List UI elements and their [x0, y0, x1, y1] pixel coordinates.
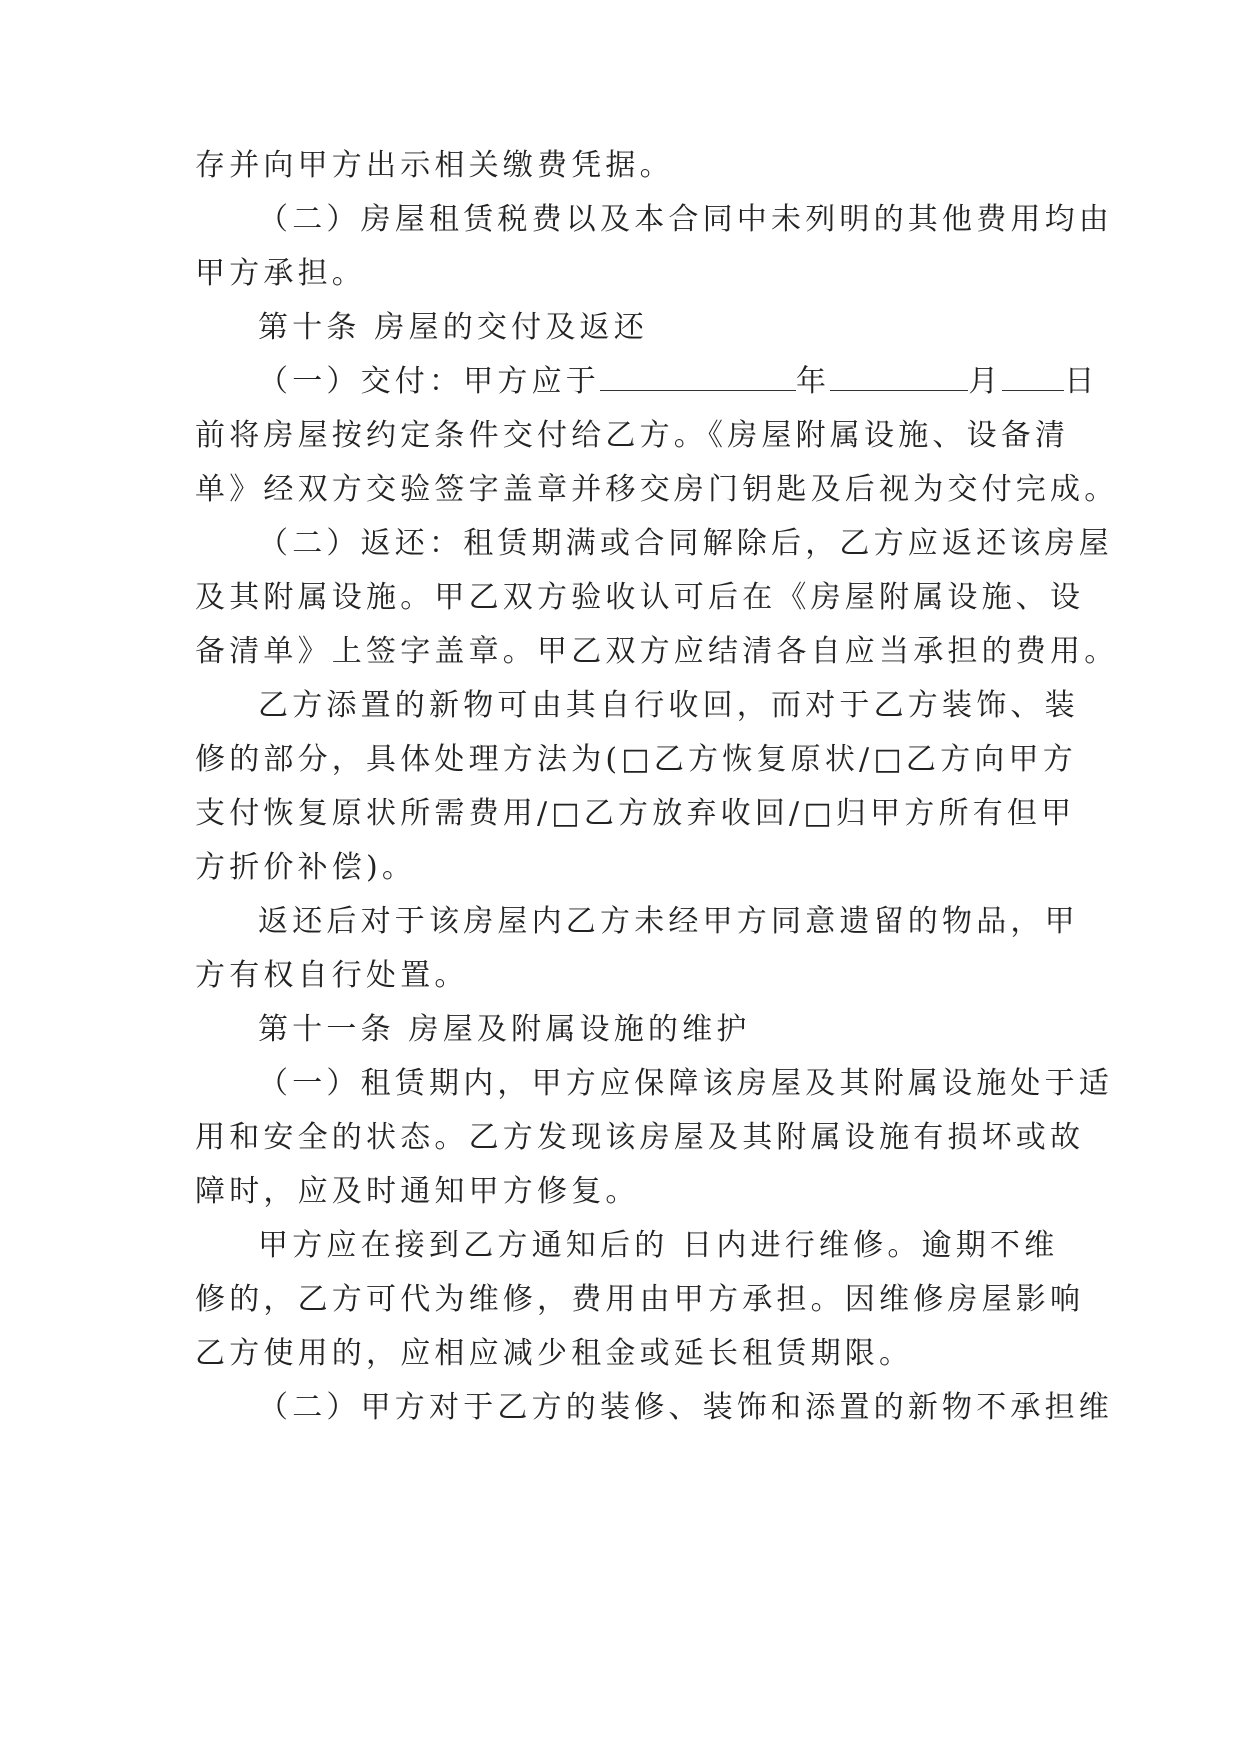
text-line: 乙方使用的，应相应减少租金或延长租赁期限。	[195, 1336, 914, 1371]
text-line: 单》经双方交验签字盖章并移交房门钥匙及后视为交付完成。	[195, 472, 1119, 507]
paragraph-new-items: 乙方添置的新物可由其自行收回，而对于乙方装饰、装	[258, 688, 1079, 723]
day-blank	[1002, 364, 1064, 391]
text-line: 用和安全的状态。乙方发现该房屋及其附属设施有损坏或故	[195, 1120, 1085, 1155]
delivery-date-line	[258, 362, 1099, 402]
year-label: 年	[796, 364, 831, 399]
year-blank	[600, 364, 796, 391]
clause-maintenance-1: （一）租赁期内，甲方应保障该房屋及其附属设施处于适	[258, 1066, 1113, 1101]
text-line: 修的，乙方可代为维修，费用由甲方承担。因维修房屋影响	[195, 1282, 1085, 1317]
day-label: 日	[1064, 364, 1099, 399]
paragraph-repair-days: 甲方应在接到乙方通知后的 日内进行维修。逾期不维	[258, 1228, 1059, 1263]
text-line: 备清单》上签字盖章。甲乙双方应结清各自应当承担的费用。	[195, 634, 1119, 669]
clause-return: （二）返还：租赁期满或合同解除后，乙方应返还该房屋	[258, 526, 1113, 561]
text-line: 方折价补偿)。	[195, 850, 417, 885]
month-blank	[830, 364, 968, 391]
text-line: 障时，应及时通知甲方修复。	[195, 1174, 640, 1209]
article-11-heading: 第十一条 房屋及附属设施的维护	[258, 1012, 751, 1047]
clause-maintenance-2: （二）甲方对于乙方的装修、装饰和添置的新物不承担维	[258, 1390, 1113, 1425]
delivery-prefix: （一）交付：甲方应于	[258, 364, 600, 399]
text-line: 甲方承担。	[195, 256, 366, 291]
clause-2-fees: （二）房屋租赁税费以及本合同中未列明的其他费用均由	[258, 202, 1113, 237]
paragraph-left-items: 返还后对于该房屋内乙方未经甲方同意遗留的物品，甲	[258, 904, 1079, 939]
article-10-heading: 第十条 房屋的交付及返还	[258, 310, 648, 345]
text-line: 修的部分，具体处理方法为(□乙方恢复原状/□乙方向甲方	[195, 742, 1077, 777]
text-line: 前将房屋按约定条件交付给乙方。《房屋附属设施、设备清	[195, 418, 1070, 453]
text-line: 存并向甲方出示相关缴费凭据。	[195, 148, 674, 183]
text-line: 方有权自行处置。	[195, 958, 469, 993]
text-line: 及其附属设施。甲乙双方验收认可后在《房屋附属设施、设	[195, 580, 1085, 615]
text-line: 支付恢复原状所需费用/□乙方放弃收回/□归甲方所有但甲	[195, 796, 1076, 831]
month-label: 月	[968, 364, 1003, 399]
